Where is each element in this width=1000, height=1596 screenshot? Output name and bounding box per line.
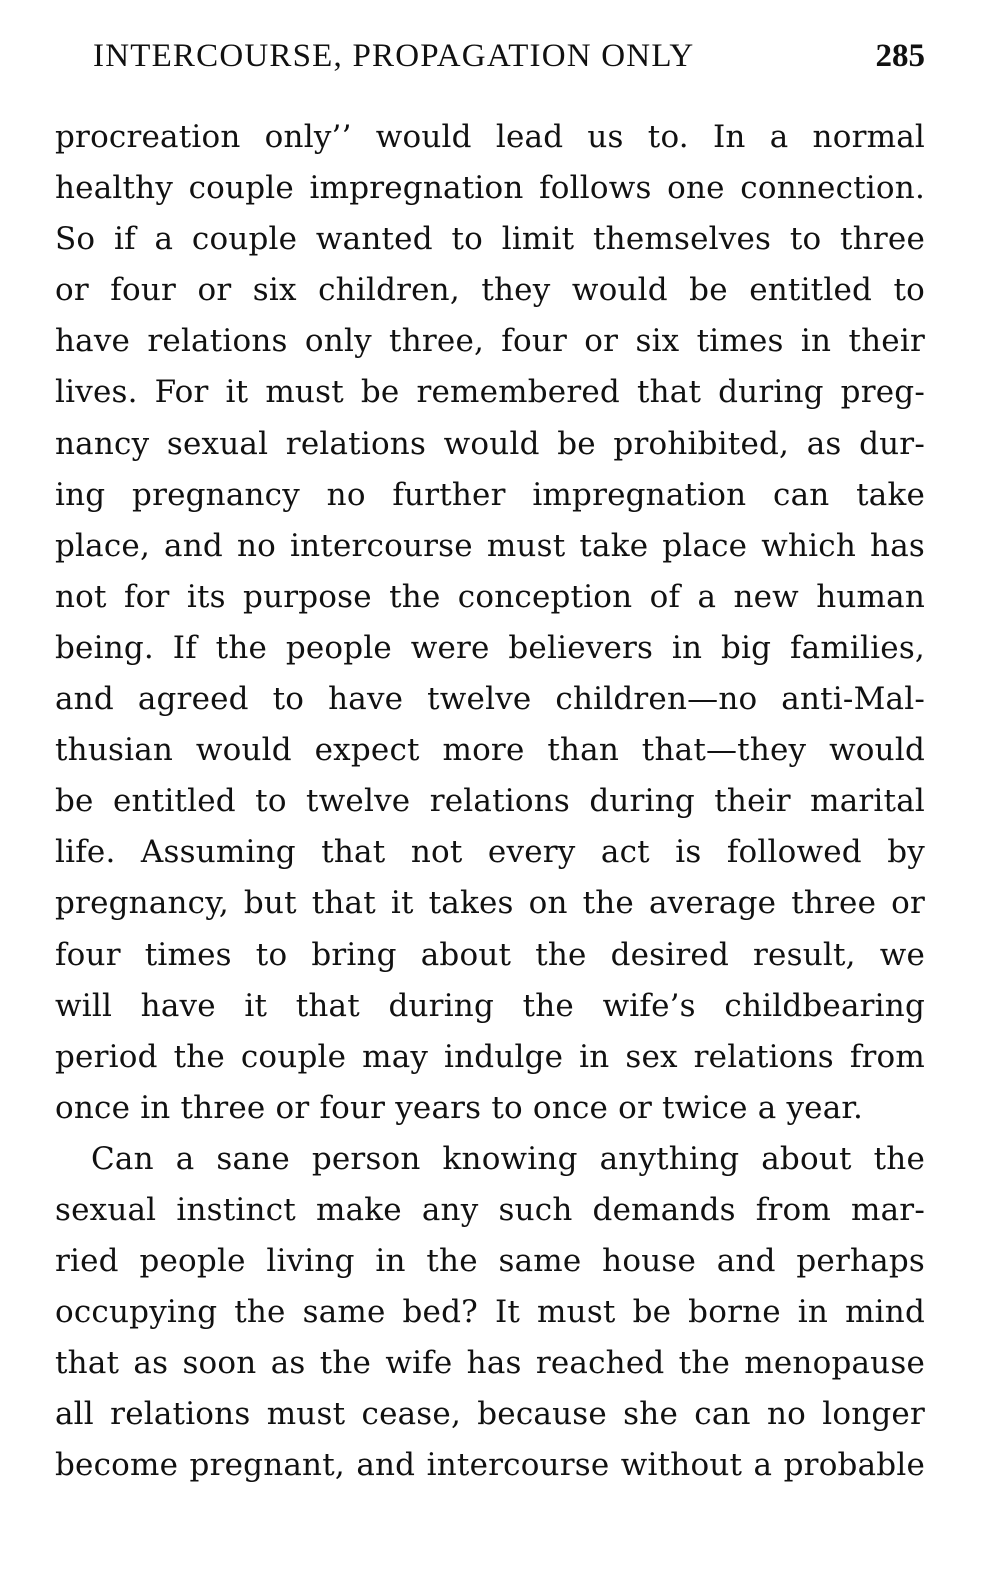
text-line: being. If the people were believers in big families, [55, 629, 925, 666]
text-line: not for its purpose the conception of a new human [55, 578, 925, 615]
text-line: period the couple may indulge in sex relations from [55, 1038, 925, 1075]
text-line: that as soon as the wife has reached the menopause [55, 1345, 925, 1382]
text-line: be entitled to twelve relations during their marital [55, 783, 925, 820]
chapter-title: INTERCOURSE, PROPAGATION ONLY [93, 38, 695, 74]
text-line: nancy sexual relations would be prohibited, as dur- [55, 425, 925, 462]
page-number: 285 [875, 38, 925, 74]
text-line: ried people living in the same house and perhaps [55, 1243, 925, 1280]
text-line: So if a couple wanted to limit themselves to three [55, 221, 925, 258]
text-line: pregnancy, but that it takes on the average three or [55, 885, 925, 922]
text-line: all relations must cease, because she can no longer [55, 1396, 925, 1433]
text-line: thusian would expect more than that—they would [55, 732, 925, 769]
text-line: occupying the same bed? It must be borne in mind [55, 1294, 925, 1331]
text-line: ing pregnancy no further impregnation can take [55, 476, 925, 513]
text-line: procreation only’’ would lead us to. In a normal [55, 119, 925, 155]
paragraph-start-line: Can a sane person knowing anything about the [91, 1140, 925, 1177]
text-line: will have it that during the wife’s childbearing [55, 987, 925, 1024]
text-line: healthy couple impregnation follows one connection. [55, 170, 925, 207]
running-header [55, 38, 925, 90]
text-line: life. Assuming that not every act is followed by [55, 834, 925, 871]
text-line: place, and no intercourse must take place which has [55, 527, 925, 564]
text-line: become pregnant, and intercourse without a probable [55, 1447, 925, 1484]
text-line: sexual instinct make any such demands from mar- [55, 1191, 925, 1228]
book-page [55, 38, 925, 1492]
text-line: four times to bring about the desired result, we [55, 936, 925, 973]
text-line: lives. For it must be remembered that during preg- [55, 374, 925, 411]
body-text [55, 112, 925, 1492]
text-line: and agreed to have twelve children—no anti-Mal- [55, 681, 925, 718]
text-line: have relations only three, four or six times in their [55, 323, 925, 360]
paragraph-end-line: once in three or four years to once or twice a year. [55, 1089, 864, 1126]
text-line: or four or six children, they would be entitled to [55, 272, 925, 309]
